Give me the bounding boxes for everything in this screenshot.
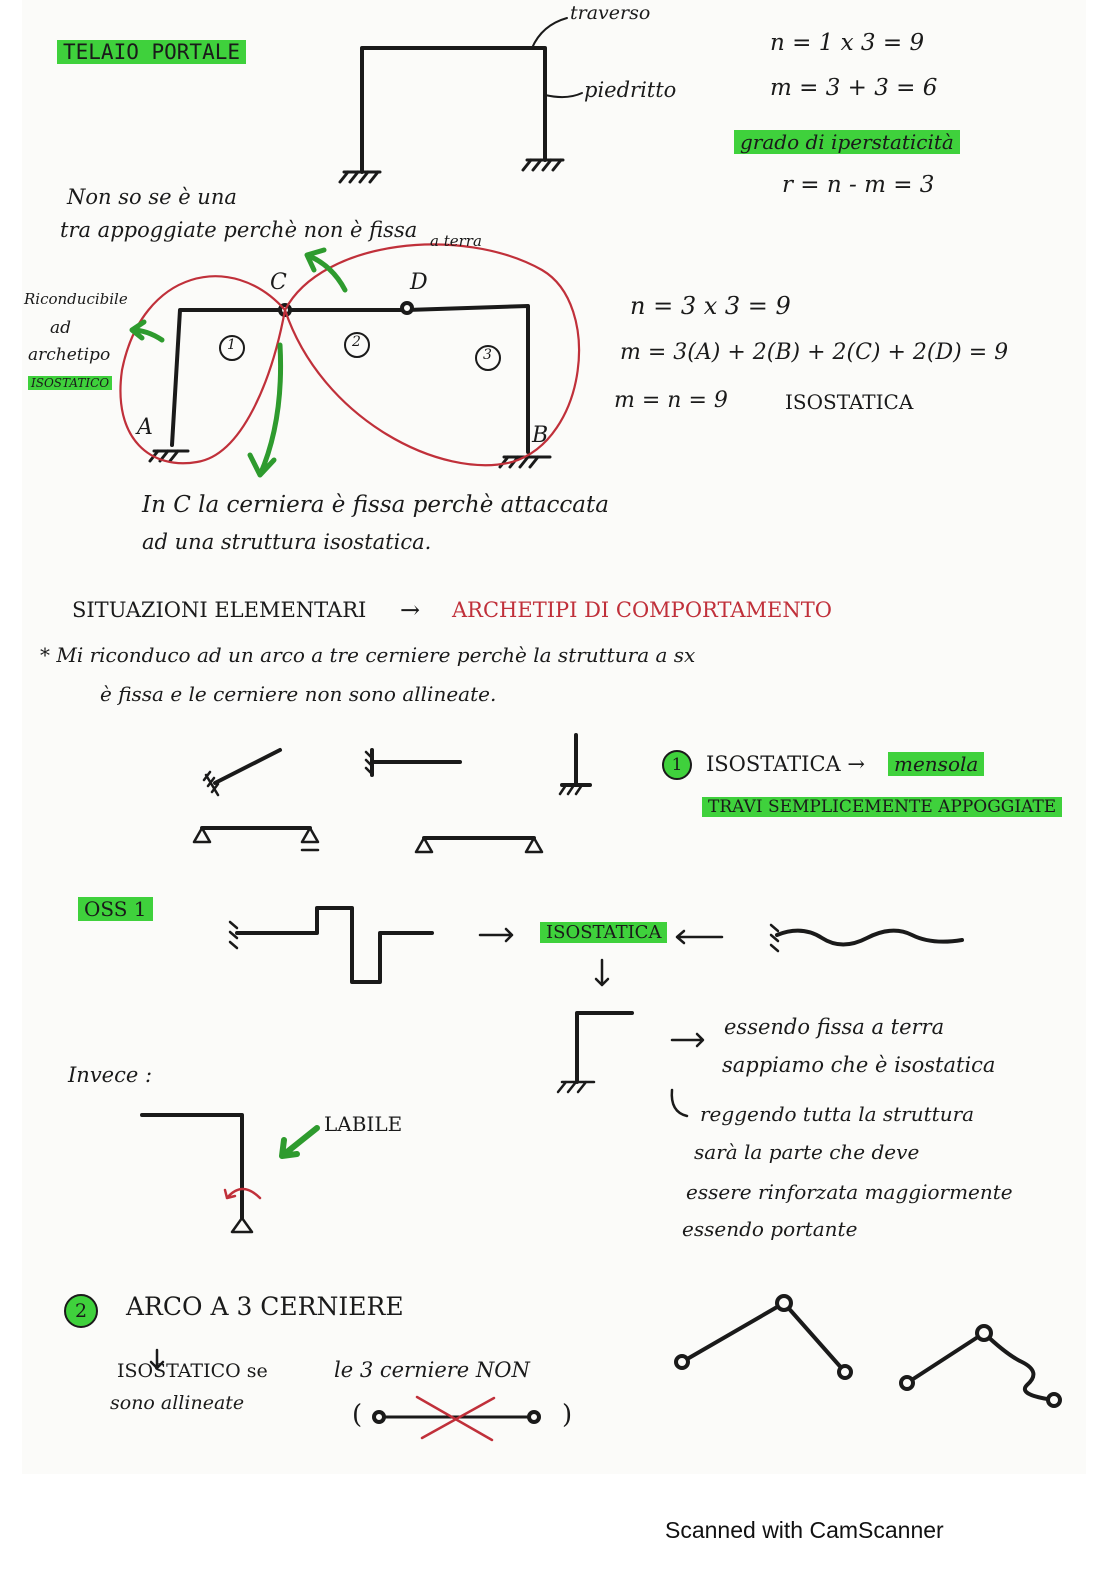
reggendo-line-4: essendo portante [682,1217,858,1241]
mensola-inclined [215,750,280,783]
paren-close: ) [562,1400,573,1430]
highlight-isostatica-oss: ISOSTATICA [540,922,667,943]
scanned-page [22,0,1086,1474]
stepped-beam-sketch [237,908,432,982]
reggendo-line-3: essere rinforzata maggiormente [686,1180,1013,1204]
ground-support-right [523,160,563,170]
essendo-line-1: essendo fissa a terra [724,1015,945,1039]
cerniera-line-1: In C la cerniera è fissa perchè attaccata [142,492,609,518]
label-ad: ad [50,318,72,338]
labile-sketch [142,1115,242,1218]
arco-line-1b: le 3 cerniere NON [334,1358,530,1382]
frame-abcd-sketch [172,306,528,452]
highlight-grado: grado di iperstaticità [734,130,960,154]
label-invece: Invece : [68,1063,153,1087]
label-labile: LABILE [324,1112,403,1136]
leader-piedritto [545,93,582,97]
region-1-label: 1 [227,337,236,353]
item-1-badge: 1 [662,750,692,780]
essendo-line-2: sappiamo che è isostatica [722,1053,996,1077]
label-traverso: traverso [570,2,651,24]
section-title-telaio: TELAIO PORTALE [57,40,246,64]
section-note-line-1: * Mi riconduco ad un arco a tre cerniere perchè la struttura a sx [40,643,696,667]
leader-traverso [532,18,567,48]
mensola-vertical [562,735,590,785]
three-hinge-arch-2 [907,1333,1054,1400]
highlight-travi: TRAVI SEMPLICEMENTE APPOGGIATE [702,797,1062,817]
formula-m-first: m = 3 + 3 = 6 [770,75,938,101]
note-line-2: tra appoggiate perchè non è fissa [60,218,418,242]
green-arrow-down [250,345,281,475]
section-heading-right: ARCHETIPI DI COMPORTAMENTO [452,598,832,622]
paren-open: ( [352,1400,363,1430]
region-3-label: 3 [483,347,492,363]
note-line-3: a terra [430,232,482,250]
highlight-oss: OSS 1 [78,897,153,921]
section-heading-arrow: → [400,596,421,624]
label-piedritto: piedritto [584,78,677,102]
cerniera-line-2: ad una struttura isostatica. [142,530,432,554]
support-a [150,451,188,461]
formula-r: r = n - m = 3 [782,172,935,198]
formula-n-second: n = 3 x 3 = 9 [630,292,791,320]
arco-title: ARCO A 3 CERNIERE [126,1292,404,1321]
label-archetipo: archetipo [28,345,111,365]
ground-support-left [340,172,380,182]
reggendo-line-2: sarà la parte che deve [694,1140,920,1164]
arco-line-2: sono allineate [110,1392,245,1414]
mensola-horizontal [372,750,460,775]
formula-m-second: m = 3(A) + 2(B) + 2(C) + 2(D) = 9 [620,340,1009,365]
region-2-label: 2 [352,334,361,350]
portal-frame-sketch [362,48,545,172]
green-arrow-labile [282,1128,317,1156]
reggendo-line-1: reggendo tutta la struttura [700,1102,975,1126]
point-a: A [137,415,153,440]
label-isostatica: ISOSTATICA [785,390,914,414]
formula-equality: m = n = 9 [614,388,728,413]
label-riconducibile: Riconducibile [24,290,128,308]
item-1-text: ISOSTATICA → [706,752,865,776]
formula-n-first: n = 1 x 3 = 9 [770,30,925,56]
green-arrow-left [132,322,162,340]
item-2-badge: 2 [64,1294,98,1328]
point-c: C [270,270,287,295]
camscanner-watermark: Scanned with CamScanner [665,1517,944,1543]
note-line-1: Non so se è una [67,185,237,209]
section-heading-left: SITUAZIONI ELEMENTARI [72,598,367,622]
highlight-isostatico: ISOSTATICO [28,376,112,390]
point-b: B [532,423,549,448]
arco-line-1a: ISOSTATICO se [117,1360,268,1382]
l-column-sketch [577,1013,632,1082]
wavy-beam-sketch [777,931,962,945]
highlight-mensola: mensola [888,752,984,776]
section-note-line-2: è fissa e le cerniere non sono allineate. [100,682,497,706]
hinge-d [402,303,412,313]
three-hinge-arch-1 [682,1303,845,1372]
point-d: D [410,270,428,295]
